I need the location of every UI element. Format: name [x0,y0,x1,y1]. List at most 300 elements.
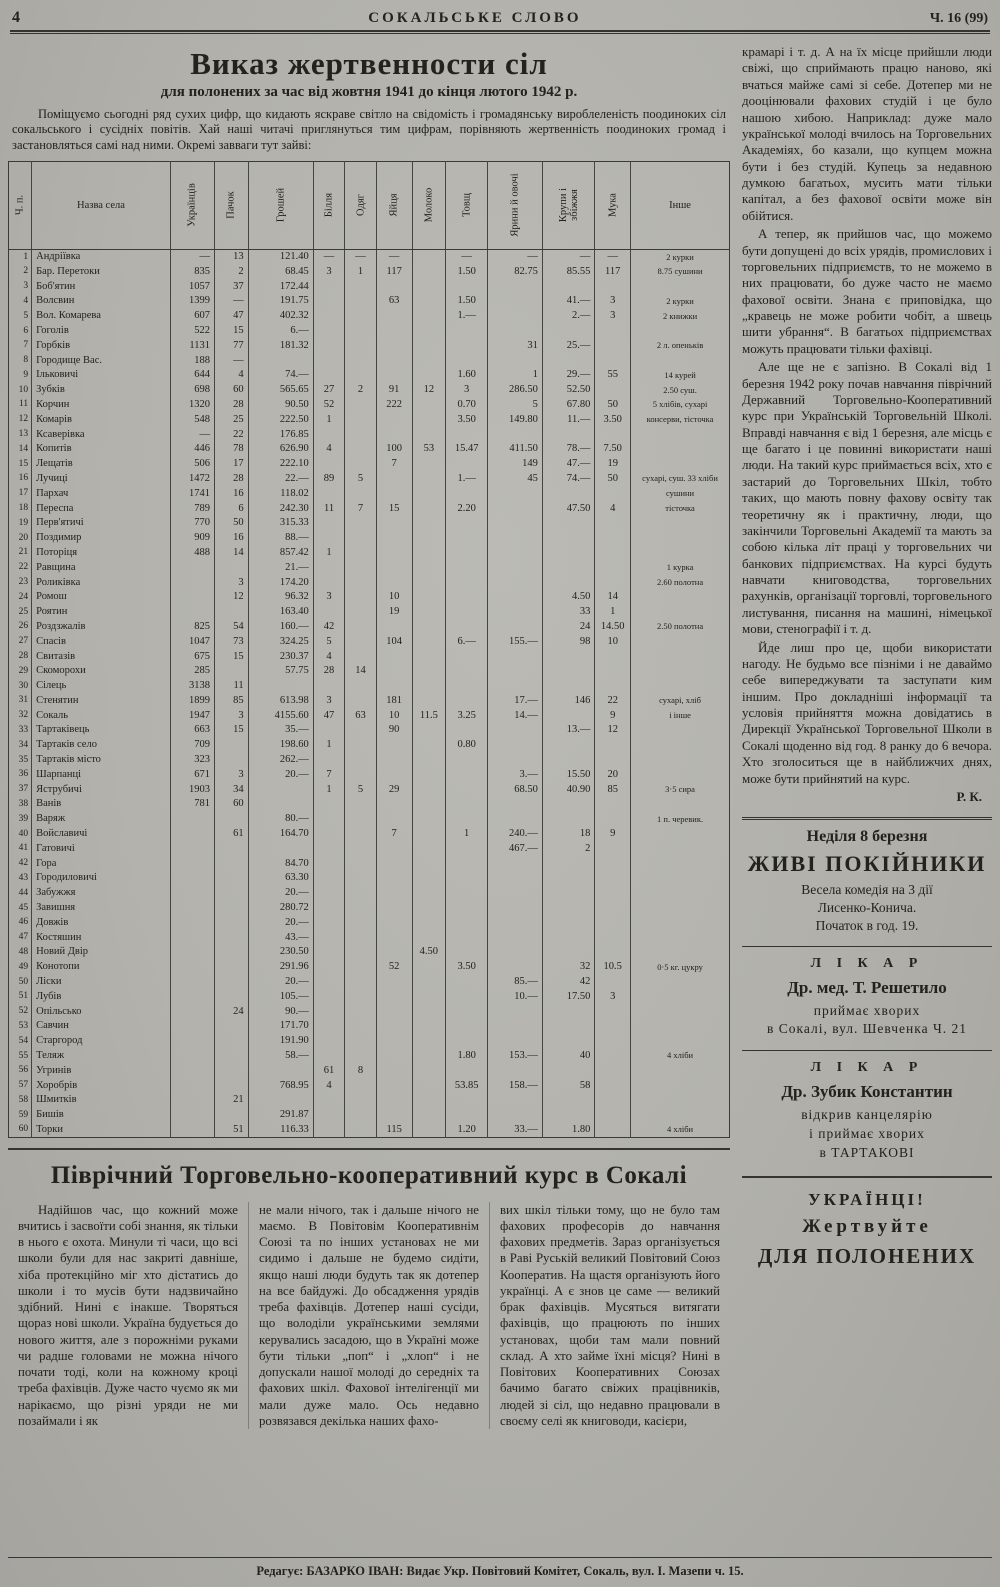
value-cell [412,1004,446,1019]
value-cell [412,264,446,279]
value-cell [542,1004,595,1019]
value-cell: 153.— [488,1048,543,1063]
table-row [9,382,730,397]
value-cell [345,1093,377,1108]
village-name-cell: Роятин [32,604,171,619]
value-cell: 105.— [248,989,313,1004]
doctor-ad-zubyk [742,1050,992,1174]
value-cell [412,826,446,841]
value-cell [313,826,345,841]
value-cell [345,427,377,442]
value-cell [170,1107,214,1122]
value-cell [214,812,248,827]
value-cell [631,545,730,560]
value-cell: 32 [542,960,595,975]
value-cell: 47.50 [542,501,595,516]
value-cell: 3 [446,382,488,397]
value-cell: 27 [313,382,345,397]
value-cell: 55 [595,368,631,383]
value-cell: 46 [18,917,29,928]
value-cell: 17.— [488,693,543,708]
value-cell: 1057 [170,279,214,294]
value-cell: 181.32 [248,338,313,353]
village-name-cell: Копитів [32,442,171,457]
value-cell: 15 [214,649,248,664]
value-cell: 77 [214,338,248,353]
value-cell [170,1033,214,1048]
value-cell: 85 [214,693,248,708]
village-name-cell: Торки [32,1122,171,1137]
value-cell: 709 [170,738,214,753]
value-cell: 1.50 [446,294,488,309]
value-cell [170,930,214,945]
value-cell: 88.— [248,530,313,545]
value-cell [488,945,543,960]
value-cell: 1.50 [446,264,488,279]
village-name-cell: Варяж [32,812,171,827]
village-name-cell: Гоголів [32,323,171,338]
value-cell [446,797,488,812]
value-cell [595,382,631,397]
value-cell: 3138 [170,678,214,693]
value-cell: — [595,249,631,264]
value-cell: 78.— [542,442,595,457]
value-cell [313,812,345,827]
value-cell [345,900,377,915]
col-header-fat: Товщ [446,161,488,249]
value-cell: 34 [18,739,29,750]
value-cell: 3 [313,693,345,708]
value-cell [446,974,488,989]
value-cell: 84.70 [248,856,313,871]
value-cell: 149 [488,456,543,471]
value-cell [412,471,446,486]
value-cell [214,989,248,1004]
value-cell [446,915,488,930]
page-content [8,34,992,1429]
value-cell [313,1107,345,1122]
value-cell [248,797,313,812]
value-cell: 5 [345,782,377,797]
page-number: 4 [12,9,20,26]
value-cell [170,1093,214,1108]
value-cell [412,604,446,619]
value-cell [412,871,446,886]
doctor-name: Др. мед. Т. Решетило [787,977,947,997]
table-row [9,1004,730,1019]
value-cell: сухарі, суш. 33 хліби [631,471,730,486]
value-cell [542,1063,595,1078]
col-header-money: Грошей [248,161,313,249]
value-cell [488,545,543,560]
bottom-article [8,1148,730,1430]
value-cell: 13 [18,429,29,440]
value-cell: 22 [214,427,248,442]
value-cell: 26 [18,621,29,632]
value-cell [446,782,488,797]
value-cell [376,974,412,989]
value-cell [631,634,730,649]
value-cell [345,1122,377,1137]
village-name-cell: Свитазів [32,649,171,664]
value-cell [542,323,595,338]
value-cell: 48 [18,946,29,957]
value-cell: 38 [18,799,29,809]
value-cell: 3·5 сира [631,782,730,797]
value-cell [542,279,595,294]
value-cell [631,767,730,782]
value-cell [488,323,543,338]
value-cell [214,752,248,767]
value-cell: 36 [18,769,29,780]
value-cell [631,516,730,531]
value-cell: 10.5 [595,960,631,975]
value-cell: 43.— [248,930,313,945]
value-cell: 191.90 [248,1033,313,1048]
village-name-cell: Перв'ятичі [32,516,171,531]
value-cell: 10 [18,384,29,395]
village-name-cell: Спасів [32,634,171,649]
value-cell: 20 [18,532,29,543]
value-cell [631,1093,730,1108]
value-cell: 24 [18,591,29,602]
value-cell [488,604,543,619]
value-cell [595,752,631,767]
table-row [9,442,730,457]
value-cell [376,812,412,827]
value-cell [214,1063,248,1078]
value-cell [631,900,730,915]
table-row [9,486,730,501]
village-name-cell: Лещатів [32,456,171,471]
value-cell [595,545,631,560]
doctor-name: Др. Зубик Константин [781,1082,953,1102]
value-cell [376,767,412,782]
value-cell [345,397,377,412]
value-cell [412,886,446,901]
value-cell [595,323,631,338]
value-cell: 1.80 [446,1048,488,1063]
bottom-article-title: Піврічний Торговельно-кооперативний курс в Сокалі [50,1161,688,1189]
value-cell: 506 [170,456,214,471]
value-cell [345,1078,377,1093]
value-cell [542,516,595,531]
value-cell [345,1004,377,1019]
value-cell: — [345,249,377,264]
value-cell: 675 [170,649,214,664]
value-cell [376,368,412,383]
value-cell: 52 [18,1006,29,1017]
value-cell [542,886,595,901]
value-cell: 104 [376,634,412,649]
value-cell [631,649,730,664]
village-name-cell: Войславичі [32,826,171,841]
value-cell [313,960,345,975]
value-cell: 117 [376,264,412,279]
value-cell: 30 [18,680,29,691]
value-cell: 117 [595,264,631,279]
article-intro: Поміщуємо сьогодні ряд сухих цифр, що кидають яскраве світло на свідомість і громадянську вироблеленість поодиноких сіл сокальського і сусідніх повітів. Хай наші читачі приглянуться тим цифрам, порівняють жертвенність поодиноких громад і застановляться самі над ними. Окремі завваги тут зайві: [12,107,726,152]
value-cell: 2 курки [631,294,730,309]
value-cell [412,1107,446,1122]
value-cell [488,856,543,871]
value-cell: 4 [313,649,345,664]
value-cell: 40.90 [542,782,595,797]
value-cell: 1 [313,782,345,797]
value-cell [542,486,595,501]
value-cell [170,1048,214,1063]
value-cell [412,456,446,471]
value-cell: 291.87 [248,1107,313,1122]
value-cell [170,974,214,989]
value-cell [488,797,543,812]
value-cell [488,664,543,679]
value-cell [214,560,248,575]
col-header-milk: Молоко [412,161,446,249]
value-cell: 21 [18,547,29,558]
village-name-cell: Угринів [32,1063,171,1078]
article-signature: Р. К. [956,788,982,804]
table-row [9,501,730,516]
value-cell [412,1063,446,1078]
value-cell [542,915,595,930]
value-cell: 47 [18,932,29,943]
issue-number: Ч. 16 (99) [929,11,988,26]
value-cell: — [170,427,214,442]
value-cell [345,989,377,1004]
value-cell: 28 [214,397,248,412]
value-cell [446,678,488,693]
village-name-cell: Сокаль [32,708,171,723]
value-cell: 7.50 [595,442,631,457]
value-cell: 57.75 [248,664,313,679]
value-cell [542,900,595,915]
value-cell [542,530,595,545]
value-cell: 12 [412,382,446,397]
value-cell [214,945,248,960]
value-cell: 10 [376,708,412,723]
value-cell: 1.20 [446,1122,488,1137]
value-cell [214,1019,248,1034]
value-cell [412,1078,446,1093]
value-cell: 14.50 [595,619,631,634]
value-cell [412,974,446,989]
value-cell [595,353,631,368]
value-cell [412,412,446,427]
value-cell: 7 [376,826,412,841]
value-cell: 10 [376,590,412,605]
value-cell [446,560,488,575]
value-cell: 118.02 [248,486,313,501]
value-cell [376,1004,412,1019]
value-cell: 25 [18,606,29,617]
table-row [9,886,730,901]
value-cell [446,590,488,605]
value-cell [376,738,412,753]
value-cell [345,516,377,531]
value-cell: 23 [18,577,29,588]
table-row [9,456,730,471]
value-cell: 8 [345,1063,377,1078]
value-cell: 37 [214,279,248,294]
value-cell [488,501,543,516]
article-subtitle: для полонених за час від жовтня 1941 до кінця лютого 1942 р. [160,84,578,100]
right-paragraph-1: крамарі і т. д. А на їх місце прийшли люди свіжі, що сприймають працю наново, які вчаться майже самі зі себе. Дотепер ми не дооцінювали фахових студій і це було нашою хибою. Наприклад: дуже мало української молоді вчилось на Торговельних Академіях, бо казали, що купцем можна бути і без студій. Купець за недавною думкою багатьох, мусить мати тільки капітал, а без фахової освіти може він обійтися. [742,44,992,223]
value-cell [595,560,631,575]
value-cell: 2 [23,266,29,277]
village-name-cell: Шмитків [32,1093,171,1108]
table-row [9,1107,730,1122]
value-cell: 671 [170,767,214,782]
value-cell [631,604,730,619]
value-cell [376,752,412,767]
value-cell: 644 [170,368,214,383]
value-cell [412,294,446,309]
value-cell [446,752,488,767]
article-title: Виказ жертвенности сіл [190,46,548,81]
value-cell: 54 [214,619,248,634]
value-cell [595,945,631,960]
value-cell [376,486,412,501]
value-cell [170,886,214,901]
value-cell [595,841,631,856]
value-cell [170,1004,214,1019]
value-cell [412,516,446,531]
village-name-cell: Зубків [32,382,171,397]
value-cell: 45 [488,471,543,486]
village-name-cell: Ільковичі [32,368,171,383]
value-cell [631,1004,730,1019]
value-cell: 222.50 [248,412,313,427]
value-cell [412,812,446,827]
theater-date: Неділя 8 березня [806,827,928,845]
value-cell [376,1033,412,1048]
value-cell: 1 [446,826,488,841]
value-cell [313,456,345,471]
value-cell: 37 [18,784,29,795]
value-cell: 14.— [488,708,543,723]
value-cell: 35 [18,754,29,765]
appeal-line-1: УКРАЇНЦІ! [808,1189,926,1209]
village-name-cell: Роликівка [32,575,171,590]
value-cell [170,560,214,575]
value-cell: 19 [376,604,412,619]
doctor-line-1: приймає хворих [813,1002,921,1018]
value-cell: 488 [170,545,214,560]
value-cell: 4 [313,1078,345,1093]
value-cell: 14 [18,443,29,454]
value-cell: 25.— [542,338,595,353]
value-cell [345,767,377,782]
village-name-cell: Горбків [32,338,171,353]
value-cell: 6.— [446,634,488,649]
value-cell [345,812,377,827]
table-row [9,841,730,856]
village-name-cell: Яструбичі [32,782,171,797]
value-cell: 68.45 [248,264,313,279]
value-cell [345,308,377,323]
value-cell [376,575,412,590]
value-cell [376,545,412,560]
value-cell [345,826,377,841]
value-cell [345,930,377,945]
value-cell: 16 [214,486,248,501]
village-name-cell: Скоморохи [32,664,171,679]
value-cell [488,353,543,368]
theater-line-1: Весела комедія на 3 дії [801,881,933,897]
value-cell [313,353,345,368]
value-cell: 43 [18,872,29,883]
value-cell [412,738,446,753]
value-cell [446,723,488,738]
village-name-cell: Ванів [32,797,171,812]
value-cell [488,723,543,738]
value-cell: 13 [214,249,248,264]
value-cell: 315.33 [248,516,313,531]
table-row [9,826,730,841]
value-cell: 467.— [488,841,543,856]
value-cell: 1 [345,264,377,279]
value-cell [313,368,345,383]
value-cell: 176.85 [248,427,313,442]
value-cell: 3.50 [595,412,631,427]
value-cell: 4 [313,442,345,457]
value-cell: 16 [18,473,29,484]
value-cell [313,323,345,338]
value-cell: 188 [170,353,214,368]
value-cell: 90 [376,723,412,738]
value-cell [446,530,488,545]
theater-line-3: Початок в год. 19. [815,918,919,934]
value-cell: 163.40 [248,604,313,619]
value-cell: 47 [313,708,345,723]
value-cell [488,1004,543,1019]
value-cell: 1.— [446,308,488,323]
value-cell [542,945,595,960]
doctor-ad-reshetylo [742,946,992,1051]
value-cell: 63.30 [248,871,313,886]
value-cell [446,1063,488,1078]
value-cell [488,294,543,309]
col-header-number: Ч. п. [9,161,32,249]
value-cell: 5 [345,471,377,486]
value-cell: 47 [214,308,248,323]
value-cell [376,900,412,915]
value-cell [345,945,377,960]
value-cell [488,678,543,693]
value-cell [595,738,631,753]
bottom-article-columns [8,1202,730,1430]
value-cell [345,486,377,501]
value-cell [631,974,730,989]
value-cell [446,841,488,856]
value-cell [345,871,377,886]
value-cell: 770 [170,516,214,531]
value-cell [631,915,730,930]
table-row [9,738,730,753]
value-cell: 34 [214,782,248,797]
value-cell [345,723,377,738]
value-cell [376,619,412,634]
value-cell: 17 [214,456,248,471]
value-cell [446,1004,488,1019]
table-row [9,264,730,279]
value-cell: 100 [376,442,412,457]
col-header-linen: Білля [313,161,345,249]
value-cell: 12 [595,723,631,738]
value-cell: 12 [18,414,29,425]
value-cell: 50 [595,471,631,486]
